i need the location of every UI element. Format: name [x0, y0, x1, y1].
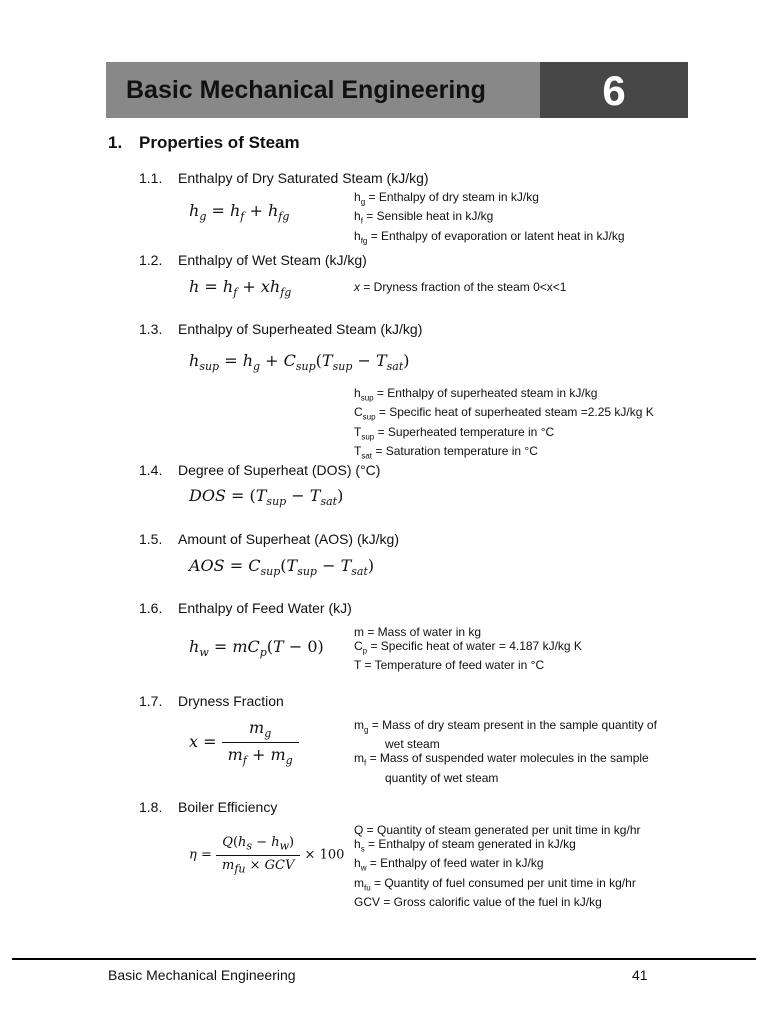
subsection-number: 1.4.	[139, 462, 163, 478]
equation-feed-water-enthalpy: $h_w = mC_p(T - 0)$	[189, 637, 324, 660]
subsection-title: Enthalpy of Superheated Steam (kJ/kg)	[178, 321, 423, 337]
equation-degree-of-superheat: DOS = $(T_{sup} - T_{sat})$	[189, 486, 344, 509]
subsection-number: 1.1.	[139, 170, 163, 186]
subsection-number: 1.6.	[139, 600, 163, 616]
equation-amount-of-superheat: AOS = $C_{sup}(T_{sup} - T_{sat})$	[189, 556, 375, 579]
definitions-1-3: $h_{sup}$ = Enthalpy of superheated steam in kJ/kg $C_{sup}$ = Specific heat of superheated steam =2.25 kJ/kg K $T_{sup}$ = Superheated temperature in °C $T_{sat}$ = Saturation temperature in °C	[354, 386, 654, 461]
chapter-number: 6	[540, 62, 688, 118]
equation-wet-enthalpy: $h = h_f + xh_{fg}$	[189, 277, 292, 300]
definitions-1-8: Q = Quantity of steam generated per unit time in kg/hr $h_s$ = Enthalpy of steam generated in kJ/kg $h_w$ = Enthalpy of feed water in kJ/kg $m_{fu}$ = Quantity of fuel consumed per unit time in kg/hr GCV = Gross calorific value of the fuel in kJ/kg	[354, 823, 641, 910]
section-title: Properties of Steam	[139, 133, 300, 152]
subsection-title: Degree of Superheat (DOS) (°C)	[178, 462, 381, 478]
subsection-number: 1.2.	[139, 252, 163, 268]
subsection-title: Enthalpy of Dry Saturated Steam (kJ/kg)	[178, 170, 429, 186]
equation-superheated-enthalpy: $h_{sup} = h_g + C_{sup}(T_{sup} - T_{sat})$	[189, 351, 410, 374]
definitions-1-7: $m_g$ = Mass of dry steam present in the sample quantity of wet steam $m_f$ = Mass of suspended water molecules in the sample quantity of wet steam	[354, 718, 657, 785]
subsection-title: Dryness Fraction	[178, 693, 284, 709]
subsection-number: 1.3.	[139, 321, 163, 337]
subsection-title: Boiler Efficiency	[178, 799, 278, 815]
section-number: 1.	[108, 133, 123, 152]
equation-dryness-fraction: x = $\frac{m_g}{m_f + m_g}$	[189, 718, 299, 767]
subsection-number: 1.8.	[139, 799, 163, 815]
subsection-title: Enthalpy of Wet Steam (kJ/kg)	[178, 252, 367, 268]
subsection-title: Enthalpy of Feed Water (kJ)	[178, 600, 352, 616]
subsection-title: Amount of Superheat (AOS) (kJ/kg)	[178, 531, 399, 547]
equation-dry-enthalpy: $h_g = h_f + h_{fg}$	[189, 201, 290, 224]
footer-rule	[12, 958, 756, 960]
subsection-number: 1.5.	[139, 531, 163, 547]
definitions-1-1: $h_g$ = Enthalpy of dry steam in kJ/kg $h_f$ = Sensible heat in kJ/kg $h_{fg}$ = Enthalpy of evaporation or latent heat in kJ/kg	[354, 190, 625, 246]
definitions-1-2: x = Dryness fraction of the steam 0<x<1	[354, 280, 567, 294]
subsection-number: 1.7.	[139, 693, 163, 709]
footer-title: Basic Mechanical Engineering	[108, 967, 296, 983]
page-number: 41	[632, 967, 648, 983]
banner-title: Basic Mechanical Engineering	[126, 76, 486, 104]
chapter-banner	[106, 62, 688, 118]
definitions-1-6: m = Mass of water in kg $C_p$ = Specific heat of water = 4.187 kJ/kg K T = Temperature of feed water in °C	[354, 625, 582, 673]
equation-boiler-efficiency: η = $\frac{Q(h_s - h_w)}{m_{fu} \times GCV}$ × 100	[189, 835, 345, 876]
